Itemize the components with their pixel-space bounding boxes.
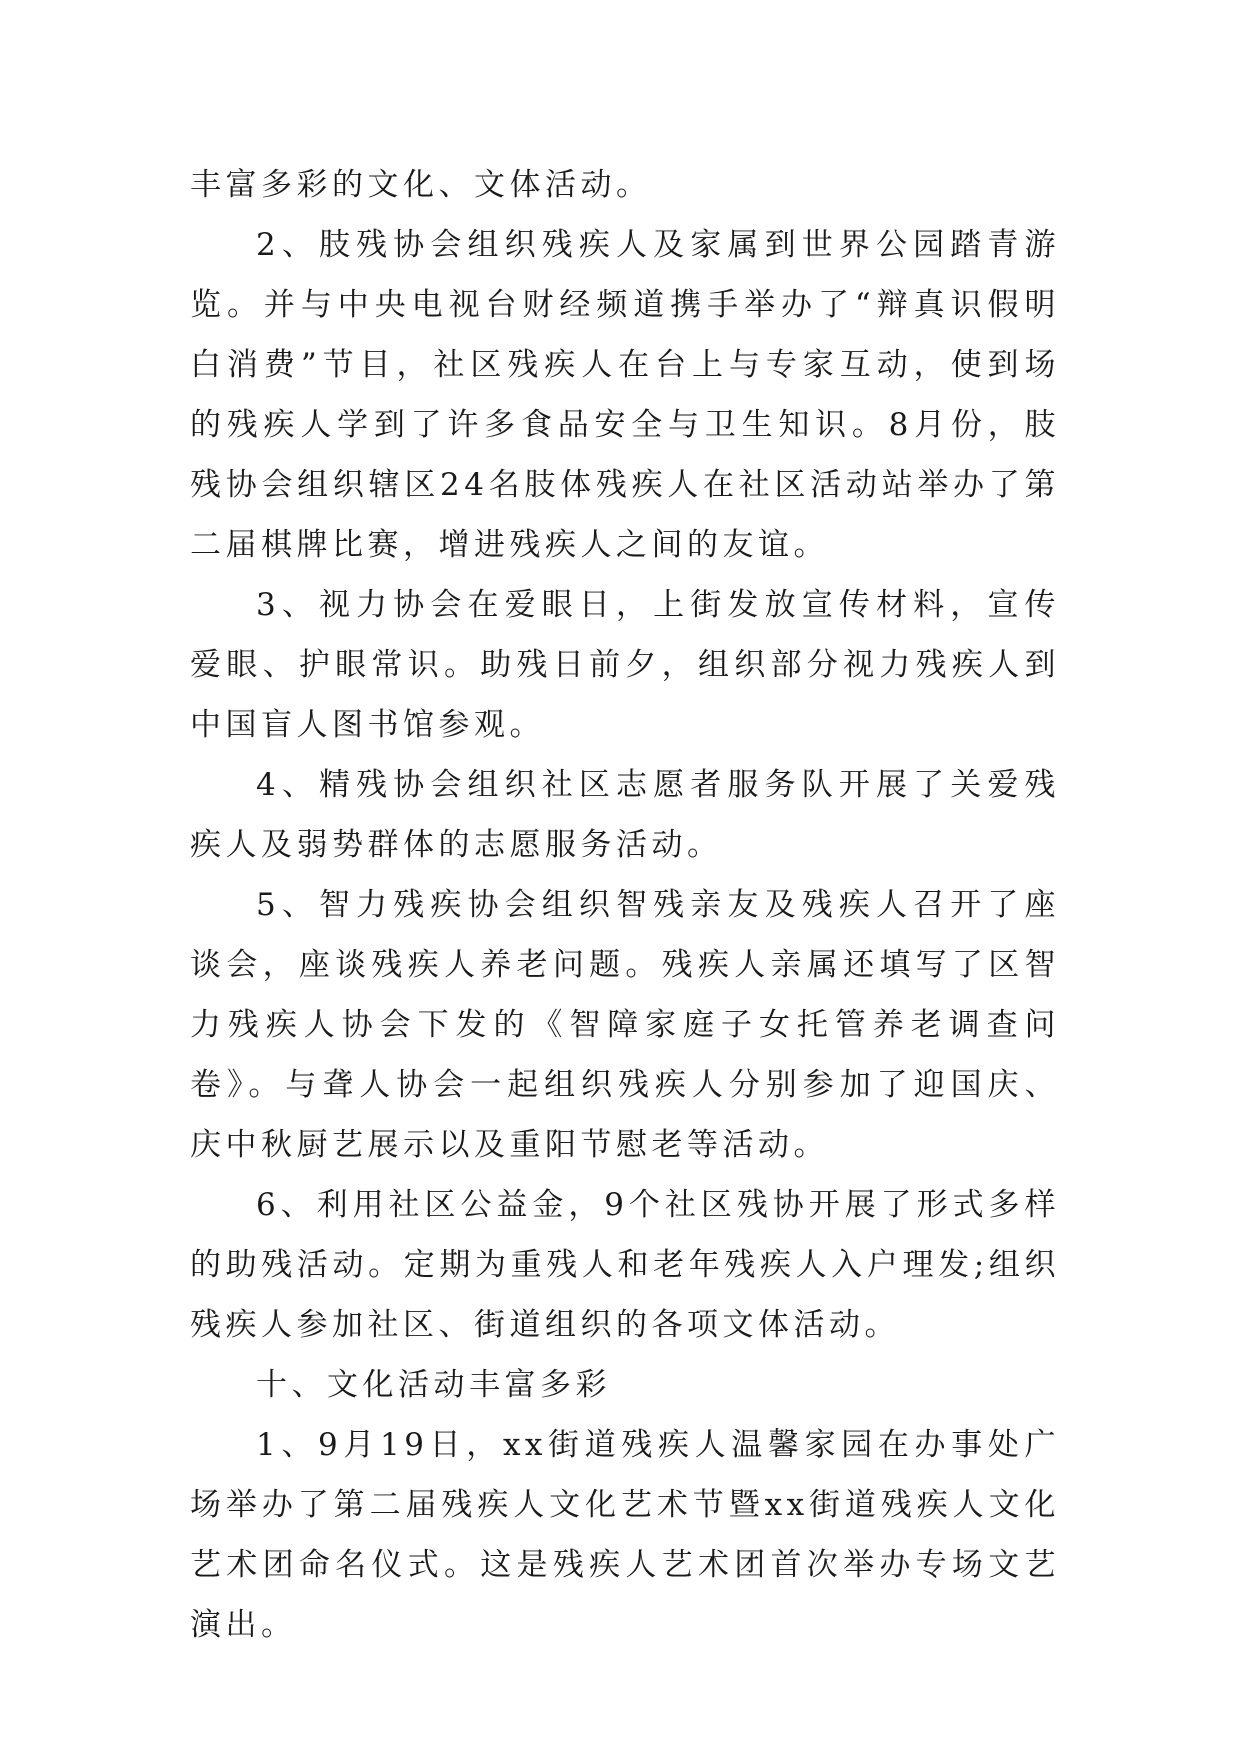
document-body: [190, 155, 1060, 1655]
paragraph-continuation: 丰富多彩的文化、文体活动。: [190, 167, 652, 203]
paragraph-item-2-physical-disability: 2、肢残协会组织残疾人及家属到世界公园踏青游览。并与中央电视台财经频道携手举办了“辩真识假明白消费”节目，社区残疾人在台上与专家互动，使到场的残疾人学到了许多食品安全与卫生知识。8月份，肢残协会组织辖区24名肢体残疾人在社区活动站举办了第二届棋牌比赛，增进残疾人之间的友谊。: [190, 227, 1060, 563]
paragraph-item-4-mental: 4、精残协会组织社区志愿者服务队开展了关爱残疾人及弱势群体的志愿服务活动。: [190, 767, 1060, 863]
paragraph-item-5-intellectual: 5、智力残疾协会组织智残亲友及残疾人召开了座谈会，座谈残疾人养老问题。残疾人亲属还填写了区智力残疾人协会下发的《智障家庭子女托管养老调查问卷》。与聋人协会一起组织残疾人分别参加了迎国庆、庆中秋厨艺展示以及重阳节慰老等活动。: [190, 887, 1060, 1163]
paragraph-culture-item-1: 1、9月19日，xx街道残疾人温馨家园在办事处广场举办了第二届残疾人文化艺术节暨xx街道残疾人文化艺术团命名仪式。这是残疾人艺术团首次举办专场文艺演出。: [190, 1427, 1060, 1643]
section-heading-culture: 十、文化活动丰富多彩: [256, 1367, 611, 1403]
paragraph-item-3-vision: 3、视力协会在爱眼日，上街发放宣传材料，宣传爱眼、护眼常识。助残日前夕，组织部分视力残疾人到中国盲人图书馆参观。: [190, 587, 1060, 743]
paragraph-item-6-community-fund: 6、利用社区公益金，9个社区残协开展了形式多样的助残活动。定期为重残人和老年残疾人入户理发;组织残疾人参加社区、街道组织的各项文体活动。: [190, 1187, 1060, 1343]
